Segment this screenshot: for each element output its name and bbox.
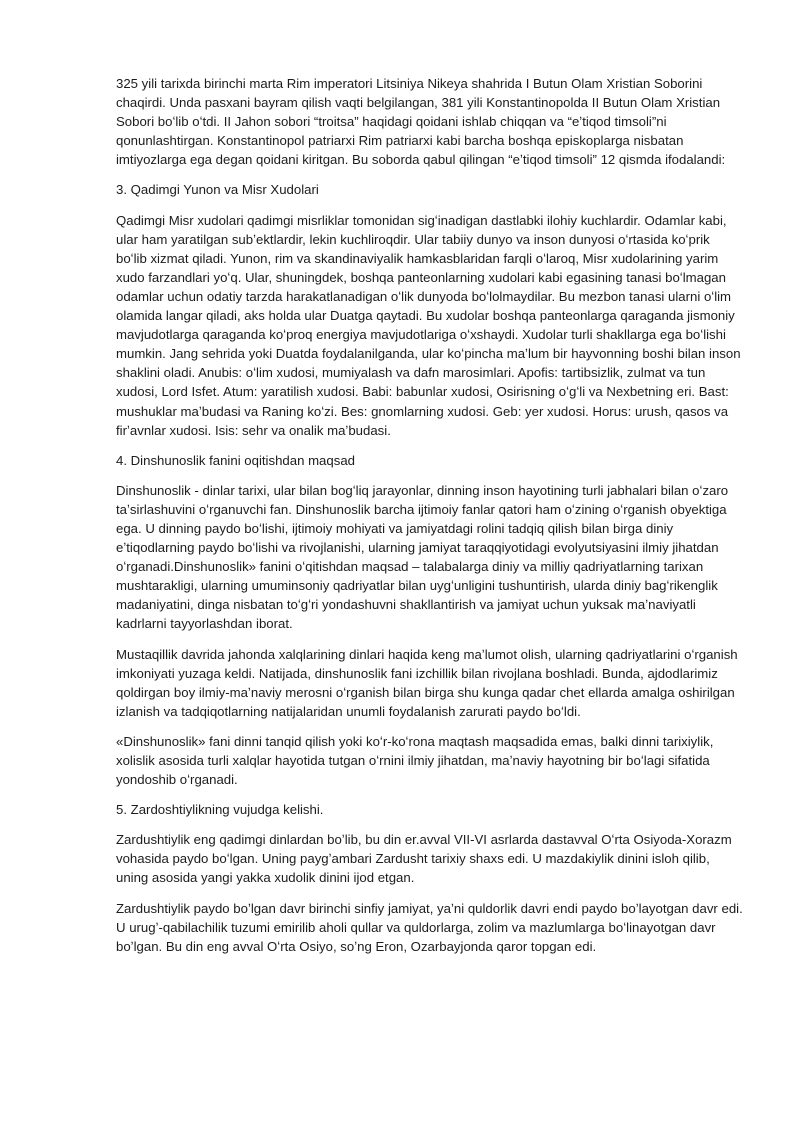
heading-religious-studies-purpose: 4. Dinshunoslik fanini oqitishdan maqsad [116, 452, 355, 468]
paragraph-religious-studies-approach: «Dinshunoslik» fani dinni tanqid qilish yoki koʻr-koʻrona maqtash maqsadida emas, balki dinni tarixiylik, xolislik asosida turli xalqlar hayotida tutgan oʻrnini ilmiy jihatdan, maʼnaviy hayotning bir boʻlagi sifatida yondoshib oʻrganadi. [116, 733, 714, 788]
heading-greek-egypt-gods: 3. Qadimgi Yunon va Misr Xudolari [116, 182, 319, 198]
document-page [116, 74, 744, 967]
heading-zoroastrianism-origin: 5. Zardoshtiylikning vujudga kelishi. [116, 802, 324, 818]
paragraph-religious-studies-definition: Dinshunoslik - dinlar tarixi, ular bilan bogʻliq jarayonlar, dinning inson hayotining turli jabhalari bilan oʻzaro taʼsirlashuvini oʻrganuvchi fan. Dinshunoslik barcha ijtimoiy fanlar qatori ham oʻzining oʻrganish obyektiga ega. U dinning paydo boʻlishi, ijtimoiy mohiyati va jamiyatdagi rolini tadqiq qilish bilan birga diniy eʼtiqodlarning paydo boʻlishi va rivojlanishi, ularning jamiyat taraqqiyotidagi evolyutsiyasini ilmiy jihatdan oʻrganadi.Dinshunoslik» fanini oʻqitishdan maqsad – talabalarga diniy va milliy qadriyatlarning tarixan mushtarakligi, ularning umuminsoniy qadriyatlar bilan uygʻunligini tushuntirish, ularda diniy bagʻrikenglik madaniyatini, dinga nisbatan toʻgʻri yondashuvni shakllantirish va jamiyat uchun yuksak maʼnaviyatli kadrlarni tayyorlashdan iborat. [116, 482, 729, 632]
paragraph-independence-period: Mustaqillik davrida jahonda xalqlarining dinlari haqida keng maʼlumot olish, ularning qadriyatlarini oʻrganish imkoniyati yuzaga keldi. Natijada, dinshunoslik fani izchillik bilan rivojlana boshladi. Bunda, ajdodlarimiz qoldirgan boy ilmiy-maʼnaviy merosni oʻrganish bilan birga shu kunga qadar chet ellarda amalga oshirilgan izlanish va tadqiqotlarning natijalaridan unumli foydalanish zarurati paydo boʻldi. [116, 646, 738, 719]
paragraph-council-history: 325 yili tarixda birinchi marta Rim imperatori Litsiniya Nikeya shahrida I Butun Olam Xristian Soborini chaqirdi. Unda pasxani bayram qilish vaqti belgilangan, 381 yili Konstantinopolda II Butun Olam Xristian Sobori boʻlib oʻtdi. II Jahon sobori “troitsa” haqidagi qoidani ishlab chiqqan va “eʼtiqod timsoli”ni qonunlashtirgan. Konstantinopol patriarxi Rim patriarxi kabi barcha boshqa episkoplarga nisbatan imtiyozlarga ega degan qoidani kiritgan. Bu soborda qabul qilingan “eʼtiqod timsoli” 12 qismda ifodalandi: [116, 76, 726, 168]
paragraph-zoroastrianism-origin: Zardushtiylik eng qadimgi dinlardan boʼlib, bu din er.avval VII-VI asrlarda dastavval Oʻrta Osiyoda-Xorazm vohasida paydo boʻlgan. Uning paygʼambari Zardusht tarixiy shaxs edi. U mazdakiylik dinini isloh qilib, uning asosida yangi yakka xudolik dinini ijod etgan. [116, 832, 732, 886]
paragraph-egypt-gods: Qadimgi Misr xudolari qadimgi misrliklar tomonidan sigʻinadigan dastlabki ilohiy kuchlardir. Odamlar kabi, ular ham yaratilgan subʼektlardir, lekin kuchliroqdir. Ular tabiiy dunyo va inson dunyosi oʻrtasida koʻprik boʻlib xizmat qiladi. Yunon, rim va skandinaviyalik hamkasblaridan farqli oʻlaroq, Misr xudolarining yarim xudo farzandlari yoʻq. Ular, shuningdek, boshqa panteonlarning xudolari kabi egasining tanasi boʻlmagan odamlar uchun odatiy tarzda harakatlanadigan oʻlik dunyoda boʻlolmaydilar. Bu mezbon tanasi ularni oʻlim olamida langar qiladi, aks holda ular Duatga qaytadi. Bu xudolar boshqa panteonlarga qaraganda jismoniy mavjudotlarga qaraganda koʻproq energiya mavjudotlariga oʻxshaydi. Xudolar turli shakllarga ega boʻlishi mumkin. Jang sehrida yoki Duatda foydalanilganda, ular koʻpincha maʼlum bir hayvonning boshi bilan inson shaklini oladi. Anubis: oʻlim xudosi, mumiyalash va dafn marosimlari. Apofis: tartibsizlik, zulmat va tun xudosi, Lord Isfet. Atum: yaratilish xudosi. Babi: babunlar xudosi, Osirisning oʻgʻli va Nexbetning eri. Bast: mushuklar maʼbudasi va Raning koʻzi. Bes: gnomlarning xudosi. Geb: yer xudosi. Horus: urush, qasos va firʼavnlar xudosi. Isis: sehr va onalik maʼbudasi. [116, 212, 741, 438]
paragraph-zoroastrianism-period: Zardushtiylik paydo boʼlgan davr birinchi sinfiy jamiyat, yaʼni quldorlik davri endi paydo boʼlayotgan davr edi. U urugʼ-qabilachilik tuzumi emirilib aholi qullar va quldorlarga, zolim va mazlumlarga boʻlinayotgan davr boʼlgan. Bu din eng avval Oʻrta Osiyo, soʼng Eron, Ozarbayjonda qaror topgan edi. [116, 900, 743, 954]
